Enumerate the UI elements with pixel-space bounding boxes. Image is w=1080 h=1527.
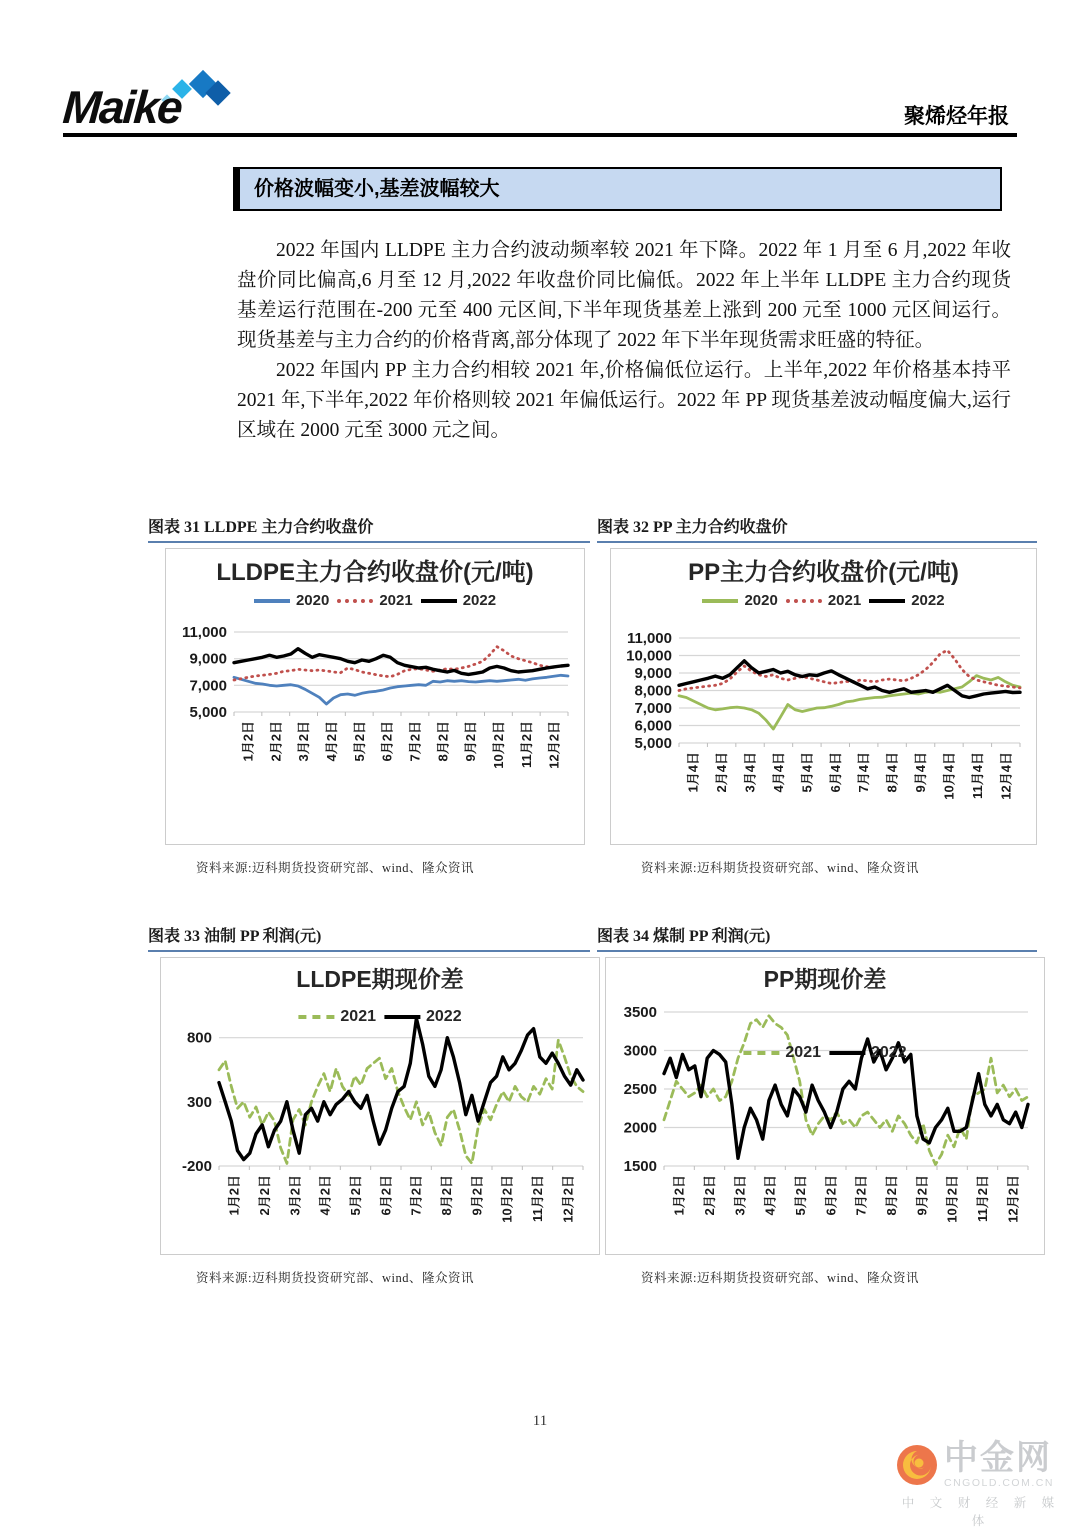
svg-text:2500: 2500 — [623, 1080, 657, 1098]
legend-swatch — [337, 599, 373, 603]
cngold-domain: CNGOLD.COM.CN — [944, 1477, 1054, 1489]
svg-text:4月2日: 4月2日 — [762, 1174, 778, 1216]
svg-text:7月2日: 7月2日 — [408, 1174, 424, 1216]
legend-item: 2022 — [421, 592, 496, 609]
svg-text:10月2日: 10月2日 — [499, 1174, 515, 1223]
svg-text:2月2日: 2月2日 — [268, 720, 284, 762]
svg-text:1月4日: 1月4日 — [685, 751, 701, 793]
chart-title: PP期现价差 — [763, 966, 887, 992]
chart-title: PP主力合约收盘价(元/吨) — [688, 559, 959, 586]
legend-swatch — [298, 1015, 334, 1019]
cngold-watermark — [896, 1441, 1066, 1527]
svg-text:1500: 1500 — [623, 1157, 657, 1175]
svg-text:9月2日: 9月2日 — [469, 1174, 485, 1216]
figure-caption-32: 图表 32 PP 主力合约收盘价 — [597, 514, 1037, 543]
svg-text:6,000: 6,000 — [634, 717, 672, 735]
svg-text:8,000: 8,000 — [634, 682, 672, 700]
legend-item: 2020 — [702, 592, 777, 609]
svg-text:6月2日: 6月2日 — [379, 720, 395, 762]
svg-text:7,000: 7,000 — [189, 677, 227, 695]
legend-item: 2022 — [829, 1044, 907, 1062]
source-note-34: 资料来源:迈科期货投资研究部、wind、隆众资讯 — [641, 1271, 919, 1285]
chart-lldpe-basis — [160, 957, 600, 1255]
chart-title: LLDPE期现价差 — [296, 966, 464, 992]
maike-logo — [63, 72, 253, 134]
svg-text:5月2日: 5月2日 — [348, 1174, 363, 1216]
chart-plot — [606, 994, 1042, 1250]
chart-legend — [298, 1008, 461, 1026]
svg-text:11,000: 11,000 — [181, 623, 227, 641]
svg-text:7月2日: 7月2日 — [853, 1174, 869, 1216]
svg-text:5月2日: 5月2日 — [351, 720, 367, 762]
legend-swatch — [702, 599, 738, 603]
section-banner: 价格波幅变小,基差波幅较大 — [233, 167, 1002, 211]
svg-text:9月2日: 9月2日 — [914, 1174, 930, 1216]
legend-item: 2021 — [786, 592, 861, 609]
svg-text:7月2日: 7月2日 — [407, 720, 423, 762]
legend-swatch — [786, 599, 822, 603]
header-divider — [63, 133, 1017, 137]
paragraph-1: 2022 年国内 LLDPE 主力合约波动频率较 2021 年下降。2022 年 1 月至 6 月,2022 年收盘价同比偏高,6 月至 12 月,2022 年收盘价同比偏低。2022 年上半年 LLDPE 主力合约现货基差运行范围在-200 元至 400 元区间,下半年现货基差上涨到 200 元至 1000 元区间运行。现货基差与主力合约的价格背离,部分体现了 2022 年下半年现货需求旺盛的特征。 — [237, 240, 1011, 351]
svg-text:11,000: 11,000 — [626, 629, 672, 647]
svg-text:8月4日: 8月4日 — [884, 751, 900, 793]
svg-text:8月2日: 8月2日 — [884, 1174, 899, 1216]
figure-caption-33: 图表 33 油制 PP 利润(元) — [148, 923, 590, 952]
svg-text:7,000: 7,000 — [634, 699, 672, 717]
chart-plot — [611, 614, 1034, 837]
chart-legend — [743, 1044, 906, 1062]
svg-text:3月2日: 3月2日 — [296, 720, 312, 762]
legend-swatch — [743, 1051, 779, 1055]
svg-text:10月4日: 10月4日 — [941, 751, 957, 800]
chart-pp-close-price — [610, 548, 1037, 845]
cngold-tagline: 中 文 财 经 新 媒 体 — [901, 1496, 1061, 1527]
svg-text:5月4日: 5月4日 — [799, 751, 815, 793]
svg-text:2月4日: 2月4日 — [714, 751, 730, 793]
report-title: 聚烯烃年报 — [904, 104, 1009, 128]
svg-text:2月2日: 2月2日 — [257, 1174, 272, 1216]
svg-text:10月2日: 10月2日 — [944, 1174, 960, 1223]
page-number: 11 — [532, 1413, 548, 1429]
svg-text:12月4日: 12月4日 — [998, 751, 1014, 800]
svg-text:5,000: 5,000 — [189, 703, 227, 721]
svg-text:5,000: 5,000 — [634, 734, 672, 752]
svg-text:3月4日: 3月4日 — [742, 751, 758, 793]
svg-text:6月2日: 6月2日 — [378, 1174, 394, 1216]
chart-plot — [166, 614, 582, 810]
svg-text:8月2日: 8月2日 — [439, 1174, 454, 1216]
svg-text:3月2日: 3月2日 — [287, 1174, 303, 1216]
svg-text:11月4日: 11月4日 — [969, 751, 985, 799]
svg-text:2000: 2000 — [623, 1119, 657, 1137]
svg-text:10月2日: 10月2日 — [490, 720, 506, 769]
chart-legend — [611, 588, 1036, 614]
svg-text:9,000: 9,000 — [189, 650, 227, 668]
figure-caption-31: 图表 31 LLDPE 主力合约收盘价 — [148, 514, 590, 543]
chart-lldpe-close-price — [165, 548, 585, 845]
svg-text:12月2日: 12月2日 — [546, 720, 562, 769]
cngold-title: 中金网 — [944, 1439, 1052, 1477]
svg-text:1月2日: 1月2日 — [240, 720, 256, 762]
legend-item: 2021 — [337, 592, 412, 609]
svg-text:6月4日: 6月4日 — [827, 751, 843, 793]
body-text — [237, 236, 1011, 446]
svg-text:3000: 3000 — [623, 1042, 657, 1060]
svg-text:11月2日: 11月2日 — [975, 1174, 990, 1222]
svg-text:4月2日: 4月2日 — [323, 720, 339, 762]
svg-text:4月2日: 4月2日 — [317, 1174, 333, 1216]
svg-text:1月2日: 1月2日 — [226, 1174, 242, 1216]
svg-text:10,000: 10,000 — [626, 647, 672, 665]
svg-text:11月2日: 11月2日 — [518, 720, 534, 768]
svg-text:300: 300 — [186, 1093, 212, 1111]
svg-text:800: 800 — [186, 1029, 212, 1047]
chart-legend — [166, 588, 584, 614]
chart-plot — [161, 994, 597, 1250]
paragraph-2: 2022 年国内 PP 主力合约相较 2021 年,价格偏低位运行。上半年,2022 年价格基本持平 2021 年,下半年,2022 年价格则较 2021 年偏低运行。2022 年 PP 现货基差波动幅度偏大,运行区域在 2000 元至 3000 元之间。 — [237, 360, 1011, 441]
svg-text:12月2日: 12月2日 — [560, 1174, 576, 1223]
svg-text:9月4日: 9月4日 — [913, 751, 929, 793]
source-note-32: 资料来源:迈科期货投资研究部、wind、隆众资讯 — [641, 861, 919, 875]
figure-caption-34: 图表 34 煤制 PP 利润(元) — [597, 923, 1037, 952]
source-note-31: 资料来源:迈科期货投资研究部、wind、隆众资讯 — [196, 861, 474, 875]
svg-text:2月2日: 2月2日 — [702, 1174, 717, 1216]
legend-item: 2022 — [384, 1008, 462, 1026]
legend-item: 2021 — [298, 1008, 376, 1026]
svg-text:-200: -200 — [181, 1157, 212, 1175]
legend-item: 2021 — [743, 1044, 821, 1062]
legend-swatch — [869, 599, 905, 603]
svg-text:5月2日: 5月2日 — [793, 1174, 808, 1216]
svg-text:3月2日: 3月2日 — [732, 1174, 748, 1216]
legend-swatch — [421, 599, 457, 603]
svg-text:8月2日: 8月2日 — [435, 720, 451, 762]
svg-text:12月2日: 12月2日 — [1005, 1174, 1021, 1223]
svg-text:9,000: 9,000 — [634, 664, 672, 682]
legend-swatch — [254, 599, 290, 603]
svg-text:7月4日: 7月4日 — [856, 751, 872, 793]
chart-pp-basis — [605, 957, 1045, 1255]
svg-text:3500: 3500 — [623, 1003, 657, 1021]
legend-item: 2020 — [254, 592, 329, 609]
legend-item: 2022 — [869, 592, 944, 609]
legend-swatch — [829, 1051, 865, 1055]
svg-text:11月2日: 11月2日 — [530, 1174, 545, 1222]
svg-text:9月2日: 9月2日 — [463, 720, 479, 762]
cngold-logo-icon — [896, 1444, 938, 1486]
legend-swatch — [384, 1015, 420, 1019]
chart-title: LLDPE主力合约收盘价(元/吨) — [216, 559, 534, 586]
logo-text: Maike — [61, 81, 183, 133]
source-note-33: 资料来源:迈科期货投资研究部、wind、隆众资讯 — [196, 1271, 474, 1285]
svg-text:1月2日: 1月2日 — [671, 1174, 687, 1216]
svg-text:4月4日: 4月4日 — [770, 751, 786, 793]
svg-text:6月2日: 6月2日 — [823, 1174, 839, 1216]
